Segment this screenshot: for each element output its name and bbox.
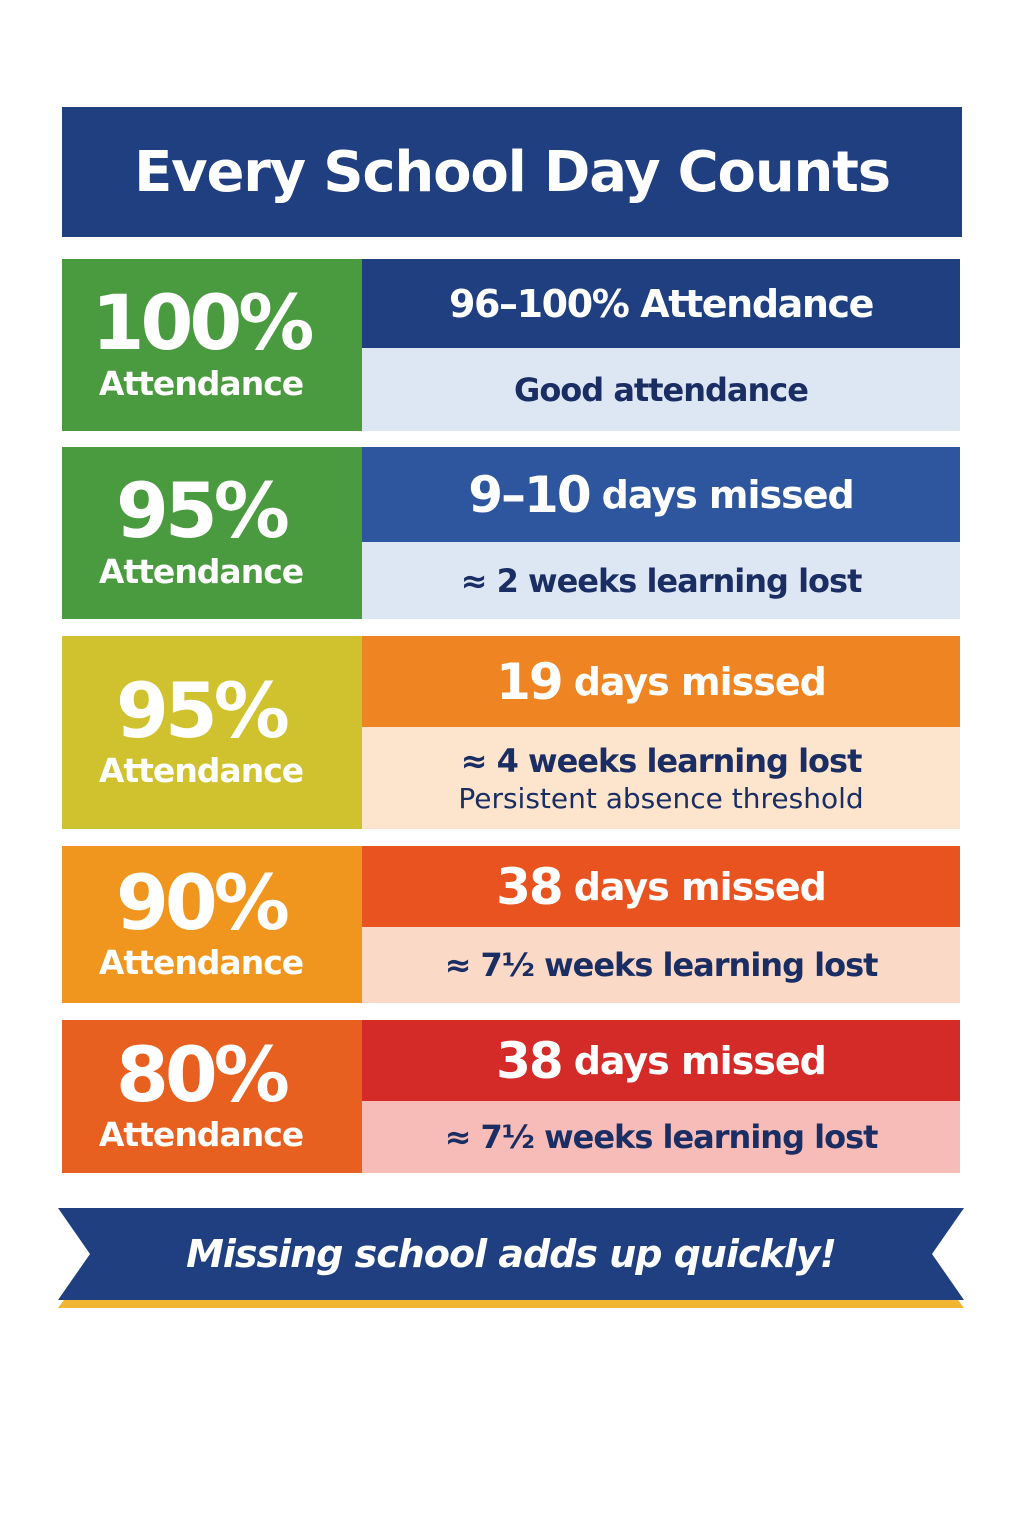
detail-bar — [362, 542, 960, 619]
headline-bar — [362, 259, 960, 348]
attendance-row-95-b — [62, 636, 960, 829]
footer-ribbon — [58, 1208, 964, 1312]
detail-bar — [362, 1101, 960, 1173]
days-missed-text: days missed — [573, 864, 826, 909]
percent-label: Attendance — [98, 751, 304, 791]
attendance-row-95-a — [62, 447, 960, 619]
footer-slogan: Missing school adds up quickly! — [186, 1232, 836, 1276]
detail-text: ≈ 7½ weeks learning lost — [444, 1118, 878, 1156]
days-missed-text: days missed — [573, 1038, 826, 1083]
title-banner — [62, 107, 962, 237]
page-title: Every School Day Counts — [134, 139, 890, 205]
info-panel — [362, 846, 960, 1003]
percent-label: Attendance — [98, 551, 304, 591]
detail-text: ≈ 2 weeks learning lost — [460, 561, 862, 600]
headline-text: 96–100% Attendance — [448, 281, 874, 326]
percent-label: Attendance — [98, 363, 304, 403]
percent-value: 95% — [116, 466, 286, 556]
percent-value: 100% — [91, 278, 311, 368]
detail-bar — [362, 348, 960, 431]
percent-panel — [62, 447, 362, 619]
headline-bar — [362, 846, 960, 927]
percent-panel — [62, 1020, 362, 1173]
percent-panel — [62, 846, 362, 1003]
info-panel — [362, 636, 960, 829]
attendance-row-90 — [62, 846, 960, 1003]
percent-value: 80% — [116, 1029, 286, 1119]
threshold-note: Persistent absence threshold — [458, 781, 864, 815]
attendance-row-80 — [62, 1020, 960, 1173]
headline-bar — [362, 636, 960, 727]
detail-bar — [362, 927, 960, 1003]
info-panel — [362, 1020, 960, 1173]
percent-panel — [62, 259, 362, 431]
detail-text: ≈ 7½ weeks learning lost — [444, 946, 878, 984]
percent-panel — [62, 636, 362, 829]
detail-text: ≈ 4 weeks learning lost — [460, 741, 862, 780]
headline-bar — [362, 1020, 960, 1101]
detail-bar — [362, 727, 960, 829]
percent-value: 90% — [116, 857, 286, 947]
percent-label: Attendance — [98, 1115, 304, 1155]
info-panel — [362, 259, 960, 431]
headline-bar — [362, 447, 960, 542]
days-missed-number: 38 — [496, 1031, 562, 1090]
info-panel — [362, 447, 960, 619]
percent-label: Attendance — [98, 943, 304, 983]
percent-value: 95% — [116, 665, 286, 755]
detail-text: Good attendance — [514, 370, 808, 409]
days-missed-text: days missed — [601, 472, 854, 517]
attendance-row-100 — [62, 259, 960, 431]
days-missed-number: 38 — [496, 857, 562, 916]
days-missed-text: days missed — [573, 659, 826, 704]
days-missed-number: 9–10 — [468, 465, 590, 524]
days-missed-number: 19 — [496, 652, 562, 711]
